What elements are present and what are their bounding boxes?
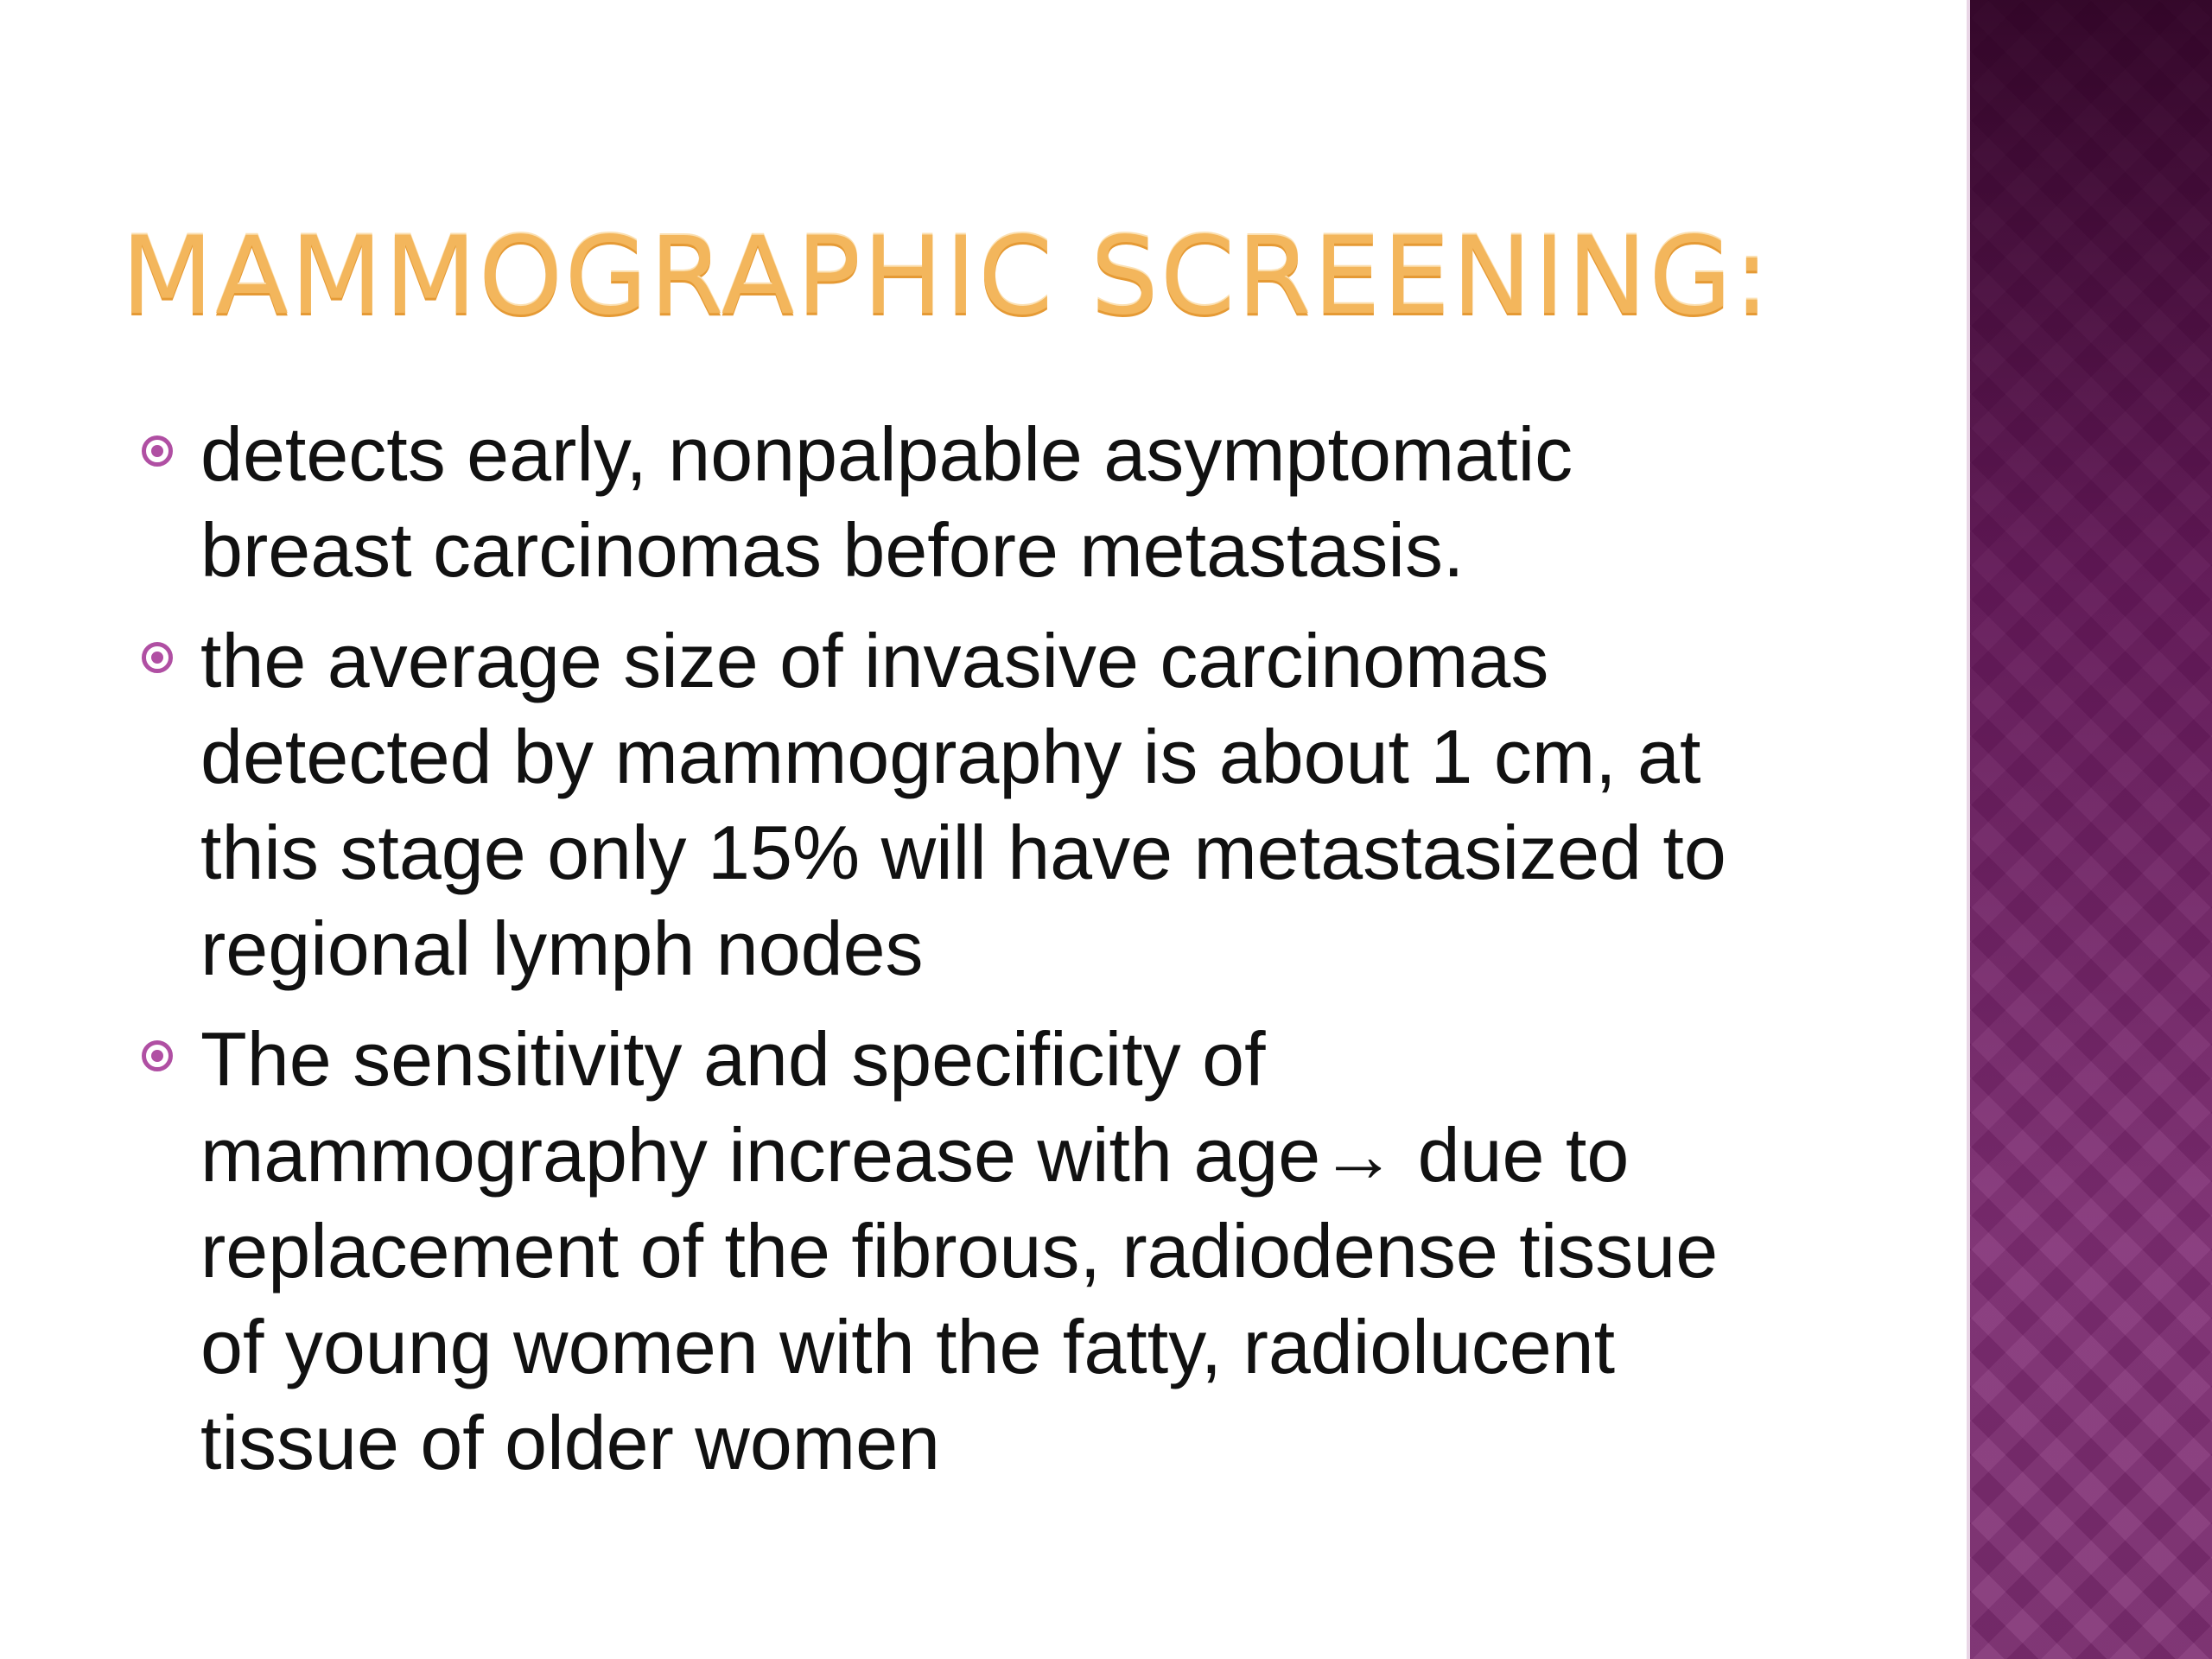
bullet-item: [138, 613, 1866, 996]
bullet-line: breast carcinomas before metastasis.: [200, 507, 1465, 593]
circle-bullet-icon: [142, 1040, 173, 1071]
bullet-line: tissue of older women: [200, 1400, 940, 1485]
bullet-line: The sensitivity and specificity of: [200, 1016, 1266, 1102]
bullet-item: [138, 406, 1866, 598]
circle-bullet-icon: [142, 642, 173, 673]
bullet-line: detected by mammography is about 1 cm, at: [200, 714, 1701, 799]
bullet-line: the average size of invasive carcinomas: [200, 618, 1549, 703]
decorative-side-panel: [1970, 0, 2212, 1659]
bullet-line: detects early, nonpalpable asymptomatic: [200, 411, 1573, 497]
bullet-line: replacement of the fibrous, radiodense tissue: [200, 1208, 1719, 1294]
slide-title: MAMMOGRAPHIC SCREENING:: [121, 214, 1772, 339]
bullet-line: regional lymph nodes: [200, 906, 924, 991]
bullet-list: [138, 406, 1866, 1505]
circle-bullet-icon: [142, 435, 173, 467]
bullet-item: [138, 1011, 1866, 1491]
bullet-line: this stage only 15% will have metastasized to: [200, 810, 1726, 895]
bullet-line: mammography increase with age→ due to: [200, 1112, 1630, 1198]
bullet-line: of young women with the fatty, radiolucent: [200, 1304, 1616, 1389]
